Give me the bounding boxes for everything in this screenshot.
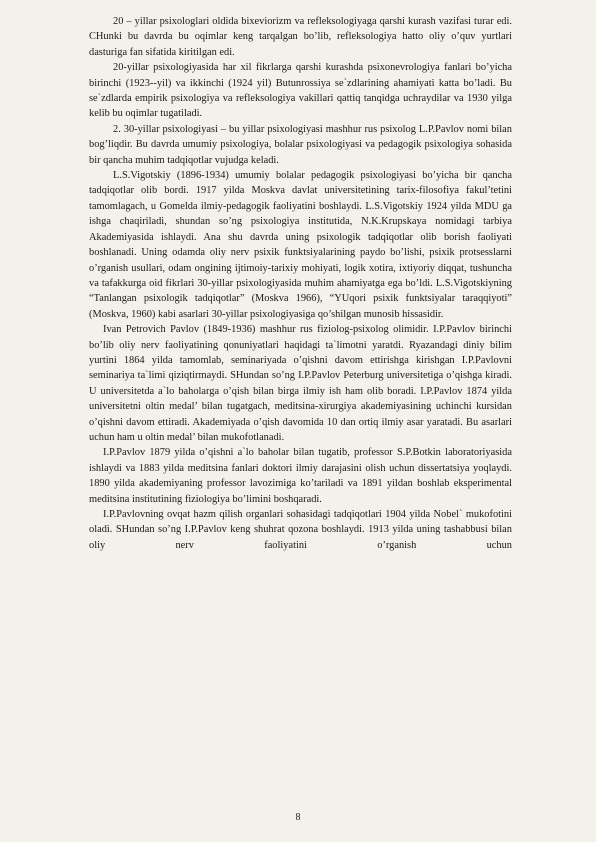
paragraph-vygotsky: L.S.Vigotskiy (1896-1934) umumiy bolalar pedagogik psixologiyasi bo’yicha bir qancha tadqiqotlar olib bordi. 1917 yilda Moskva davlat universitetining tarix-filosofiya fakul’tetini tamomlagach, u Gomelda ilmiy-pedagogik faoliyatini boshlaydi. L.S.Vigotskiy 1924 yilda MDU ga ishga chaqiriladi, shundan so’ng psixologiya institutida, N.K.Krupskaya nomidagi tarbiya Akademiyasida ishlaydi. Ana shu davrda uning psixologik tadqiqotlar olib borish faoliyati boshlanadi. Uning odamda oliy nerv psixik funktsiyalarining paydo bo’lishi, psixik protsesslarni o’rganish usullari, odam ongining ijtimoiy-tarixiy mohiyati, logik xotira, ixtiyoriy diqqat, tushuncha va tafakkurga oid fikrlari 30-yillar psixologiyasida muhim ahamiyatga ega bo’ldi. L.S.Vigotskiyning “Tanlangan psixologik tadqiqotlar” (Moskva 1966), “YUqori psixik funktsiyalar taraqqiyoti” (Moskva, 1960) kabi asarlari 30-yillar psixologiyasiga qo’shilgan munosib hissasidir. bbox=[89, 170, 512, 320]
paragraph-congresses: 20-yillar psixologiyasida har xil fikrlarga qarshi kurashda psixonevrologiya fanlari bo’yicha birinchi (1923--yil) va ikkinchi (1924 yil) Butunrossiya se`zdlarining ahamiyati katta bo’ladi. Bu se`zdlarda empirik psixologiya va refleksologiya vakillari qattiq tanqidga uchraydilar va 1930 yilga kelib bu oqimlar tugatiladi. bbox=[89, 62, 512, 120]
paragraph-behaviorism-struggle: 20 – yillar psixologlari oldida bixeviorizm va refleksologiyaga qarshi kurash vazifasi turar edi. CHunki bu davrda bu oqimlar keng tarqalgan bo’lib, refleksologiya hatto oliy o’quv yurtlari dasturiga fan sifatida kiritilgan edi. bbox=[89, 16, 512, 58]
page-number: 8 bbox=[295, 812, 301, 823]
paragraph-pavlov-nobel: I.P.Pavlovning ovqat hazm qilish organlari sohasidagi tadqiqotlari 1904 yilda Nobel` mukofotini oladi. SHundan so’ng I.P.Pavlov keng shuhrat qozona boshlaydi. 1913 yilda uning tashabbusi bilan oliy nerv faoliyatini o’rganish uchun bbox=[89, 509, 512, 551]
paragraph-pavlov-bio: Ivan Petrovich Pavlov (1849-1936) mashhur rus fiziolog-psixolog olimidir. I.P.Pavlov birinchi bo’lib oliy nerv faoliyatining qonuniyatlari haqidagi ta`limotni yaratdi. Ryazandagi diniy bilim yurtini 1864 yilda tamomlab, seminariyada o’qishni davom ettirishga kirishgan I.P.Pavlovni seminariya ta`limi qiziqtirmaydi. SHundan so’ng I.P.Pavlov Peterburg universitetiga o’qishga kiradi. U universitetda a`lo baholarga o’qish bilan birga ilmiy ish ham olib boradi. I.P.Pavlov 1874 yilda universitetni oltin medal’ bilan tugatgach, meditsina-xirurgiya akademiyasining uchinchi kursidan o’qishni davom ettiradi. Akademiyada o’qish davomida 10 dan ortiq ilmiy asar yaratadi. Bu asarlari uchun ham u oltin medal’ bilan mukofotlanadi. bbox=[89, 324, 512, 443]
paragraph-thirties-psychology: 2. 30-yillar psixologiyasi – bu yillar psixologiyasi mashhur rus psixolog L.P.Pavlov nomi bilan bog’liqdir. Bu davrda umumiy psixologiya, bolalar psixologiyasi va pedagogik psixologiya sohasida bir qancha muhim tadqiqotlar vujudga keladi. bbox=[89, 123, 512, 166]
paragraph-pavlov-career: I.P.Pavlov 1879 yilda o’qishni a`lo baholar bilan tugatib, professor S.P.Botkin laboratoriyasida ishlaydi va 1883 yilda meditsina fanlari doktori ilmiy darajasini olish uchun dissertatsiya yoqlaydi. 1890 yilda akademiyaning professor lavozimiga ko’tariladi va 1891 yildan boshlab eksperimental meditsina institutining fiziologiya bo’limini boshqaradi. bbox=[89, 447, 512, 505]
page-body bbox=[89, 14, 512, 553]
